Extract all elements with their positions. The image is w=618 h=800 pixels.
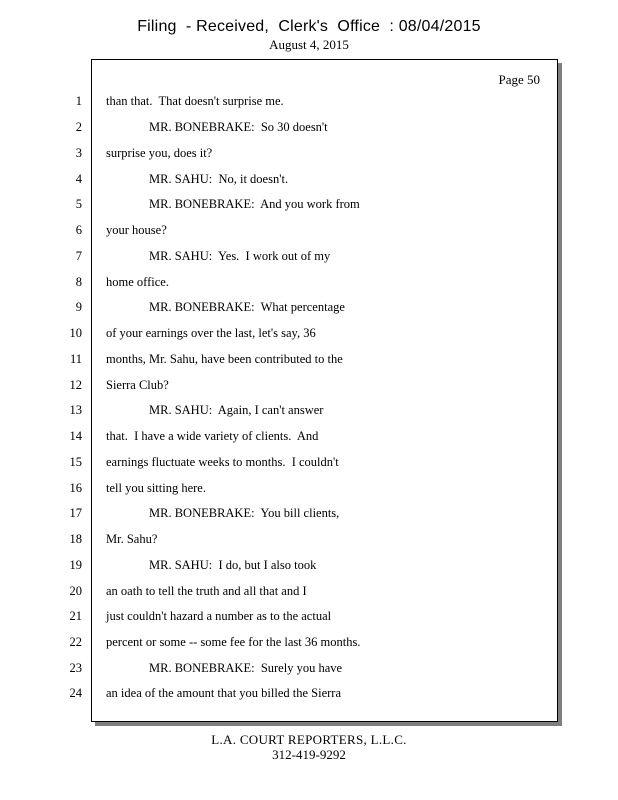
- transcript-line: [0, 118, 560, 136]
- line-text: Mr. Sahu?: [106, 532, 158, 546]
- line-text: MR. SAHU: Yes. I work out of my: [149, 249, 331, 263]
- transcript-line: [0, 350, 560, 368]
- line-number: 11: [69, 352, 82, 366]
- transcript-line: [0, 170, 560, 188]
- transcript-line: [0, 633, 560, 651]
- page-number: Page 50: [498, 72, 540, 87]
- transcript-line: [0, 504, 560, 522]
- court-reporter-name: L.A. COURT REPORTERS, L.L.C.: [211, 732, 407, 747]
- line-number: 9: [75, 300, 82, 314]
- transcript-line: [0, 530, 560, 548]
- line-text: home office.: [106, 275, 169, 289]
- line-text: an idea of the amount that you billed the Sierra: [106, 686, 341, 700]
- court-reporter-phone: 312-419-9292: [272, 747, 346, 762]
- line-text: that. I have a wide variety of clients. And: [106, 429, 319, 443]
- line-number: 12: [69, 378, 82, 392]
- line-number: 4: [75, 172, 82, 186]
- line-number: 5: [75, 197, 82, 211]
- transcript-line: [0, 556, 560, 574]
- line-text: just couldn't hazard a number as to the actual: [106, 609, 332, 623]
- transcript-date: August 4, 2015: [269, 37, 349, 52]
- transcript-line: [0, 427, 560, 445]
- transcript-line: [0, 144, 560, 162]
- line-text: MR. SAHU: Again, I can't answer: [149, 403, 324, 417]
- transcript-line: [0, 247, 560, 265]
- line-number: 23: [69, 661, 82, 675]
- line-text: surprise you, does it?: [106, 146, 213, 160]
- line-text: than that. That doesn't surprise me.: [106, 94, 284, 108]
- line-number: 6: [75, 223, 82, 237]
- line-number: 15: [69, 455, 82, 469]
- transcript-line: [0, 401, 560, 419]
- line-text: MR. SAHU: I do, but I also took: [149, 558, 317, 572]
- line-text: MR. BONEBRAKE: You bill clients,: [149, 506, 340, 520]
- transcript-line: [0, 195, 560, 213]
- transcript-line: [0, 684, 560, 702]
- transcript-line: [0, 298, 560, 316]
- line-number: 16: [69, 481, 82, 495]
- line-text: earnings fluctuate weeks to months. I couldn't: [106, 455, 339, 469]
- transcript-line: [0, 582, 560, 600]
- line-number: 3: [75, 146, 82, 160]
- transcript-line: [0, 273, 560, 291]
- line-text: MR. BONEBRAKE: Surely you have: [149, 661, 343, 675]
- line-text: of your earnings over the last, let's say, 36: [106, 326, 316, 340]
- transcript-line: [0, 659, 560, 677]
- line-number: 14: [69, 429, 82, 443]
- filing-stamp: Filing - Received, Clerk's Office : 08/04/2015: [137, 18, 481, 35]
- line-number: 19: [69, 558, 82, 572]
- transcript-line: [0, 479, 560, 497]
- line-number: 17: [69, 506, 82, 520]
- line-number: 21: [69, 609, 82, 623]
- line-text: your house?: [106, 223, 167, 237]
- transcript-line: [0, 453, 560, 471]
- line-number: 7: [75, 249, 82, 263]
- line-text: MR. BONEBRAKE: What percentage: [149, 300, 345, 314]
- line-number: 2: [75, 120, 82, 134]
- line-number: 20: [69, 584, 82, 598]
- transcript-line: [0, 324, 560, 342]
- line-number: 24: [69, 686, 82, 700]
- line-number: 1: [75, 94, 82, 108]
- line-number: 8: [75, 275, 82, 289]
- line-number: 13: [69, 403, 82, 417]
- transcript-line: [0, 376, 560, 394]
- transcript-line: [0, 92, 560, 110]
- line-text: months, Mr. Sahu, have been contributed to the: [106, 352, 343, 366]
- line-text: an oath to tell the truth and all that and I: [106, 584, 307, 598]
- line-text: MR. SAHU: No, it doesn't.: [149, 172, 289, 186]
- transcript-line: [0, 221, 560, 239]
- transcript-line: [0, 607, 560, 625]
- line-number: 10: [69, 326, 82, 340]
- line-text: Sierra Club?: [106, 378, 169, 392]
- line-text: tell you sitting here.: [106, 481, 206, 495]
- line-number: 18: [69, 532, 82, 546]
- line-text: MR. BONEBRAKE: And you work from: [149, 197, 360, 211]
- line-text: MR. BONEBRAKE: So 30 doesn't: [149, 120, 328, 134]
- line-text: percent or some -- some fee for the last 36 months.: [106, 635, 361, 649]
- line-number: 22: [69, 635, 82, 649]
